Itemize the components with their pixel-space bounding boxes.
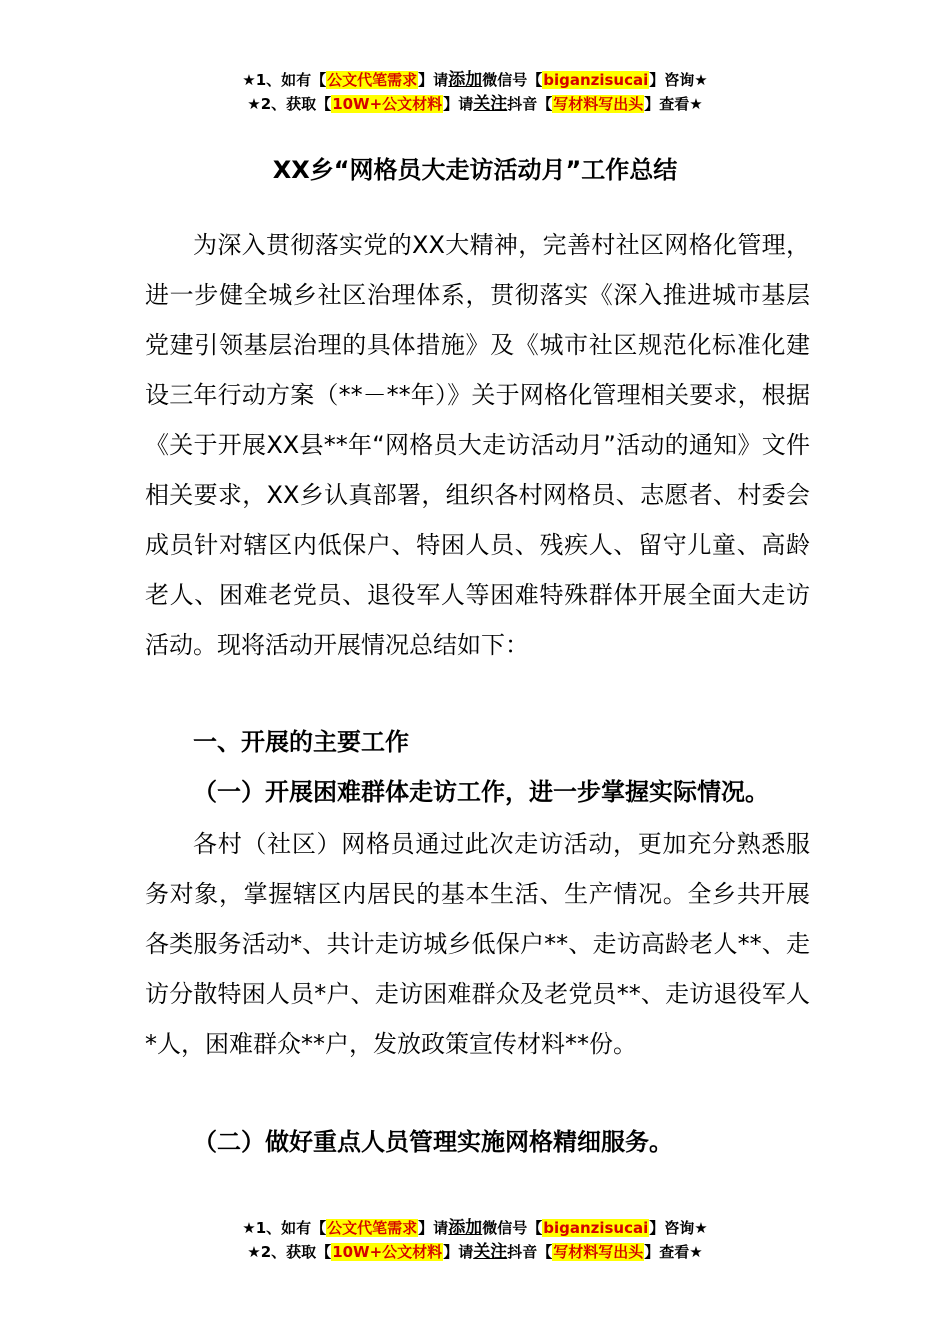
banner-line-2	[0, 1240, 950, 1264]
banner-text: ★2、获取【	[247, 95, 332, 113]
subsection-heading-2: （二）做好重点人员管理实施网格精细服务。	[193, 1128, 673, 1156]
banner-text: ★1、如有【	[242, 1219, 327, 1237]
banner-highlight: 公文代笔需求	[327, 71, 418, 89]
banner-emphasis: 关注	[473, 94, 508, 114]
banner-highlight: 写材料写出头	[553, 1243, 644, 1261]
banner-text: ★1、如有【	[242, 71, 327, 89]
banner-text: 】查看★	[644, 1243, 703, 1261]
subsection-heading-1: （一）开展困难群体走访工作，进一步掌握实际情况。	[193, 778, 769, 806]
banner-highlight: biganzisucai	[543, 1219, 649, 1237]
banner-highlight: biganzisucai	[543, 71, 649, 89]
banner-text: 微信号【	[482, 1219, 543, 1237]
banner-highlight: 10W+公文材料	[332, 95, 443, 113]
footer-banner	[0, 1216, 950, 1264]
banner-emphasis: 关注	[473, 1242, 508, 1262]
banner-highlight: 10W+公文材料	[332, 1243, 443, 1261]
banner-highlight: 公文代笔需求	[327, 1219, 418, 1237]
section-heading: 一、开展的主要工作	[193, 728, 409, 756]
intro-paragraph: 为深入贯彻落实党的XX大精神，完善村社区网格化管理，进一步健全城乡社区治理体系，贯彻落实《深入推进城市基层党建引领基层治理的具体措施》及《城市社区规范化标准化建设三年行动方案（**－**年）》关于网格化管理相关要求，根据《关于开展XX县**年“网格员大走访活动月”活动的通知》文件相关要求，XX乡认真部署，组织各村网格员、志愿者、村委会成员针对辖区内低保户、特困人员、残疾人、留守儿童、高龄老人、困难老党员、退役军人等困难特殊群体开展全面大走访活动。现将活动开展情况总结如下：	[145, 231, 810, 659]
banner-text: ★2、获取【	[247, 1243, 332, 1261]
banner-text: 抖音【	[507, 95, 553, 113]
banner-line-1	[0, 1216, 950, 1240]
banner-text: 微信号【	[482, 71, 543, 89]
banner-emphasis: 添加	[448, 70, 483, 90]
banner-text: 抖音【	[507, 1243, 553, 1261]
banner-text: 】咨询★	[649, 1219, 708, 1237]
banner-text: 】请	[418, 71, 449, 89]
banner-highlight: 写材料写出头	[553, 95, 644, 113]
intro-paragraph-block	[145, 220, 810, 670]
banner-line-1	[0, 68, 950, 92]
banner-text: 】请	[418, 1219, 449, 1237]
body-paragraph: 各村（社区）网格员通过此次走访活动，更加充分熟悉服务对象，掌握辖区内居民的基本生活、生产情况。全乡共开展各类服务活动*、共计走访城乡低保户**、走访高龄老人**、走访分散特困人员*户、走访困难群众及老党员**、走访退役军人*人，困难群众**户，发放政策宣传材料**份。	[145, 830, 810, 1058]
banner-text: 】请	[443, 1243, 474, 1261]
banner-emphasis: 添加	[448, 1218, 483, 1238]
banner-text: 】查看★	[644, 95, 703, 113]
banner-line-2	[0, 92, 950, 116]
document-title: XX乡“网格员大走访活动月”工作总结	[272, 156, 678, 184]
banner-text: 】咨询★	[649, 71, 708, 89]
header-banner	[0, 68, 950, 116]
banner-text: 】请	[443, 95, 474, 113]
body-paragraph-block	[145, 819, 810, 1069]
